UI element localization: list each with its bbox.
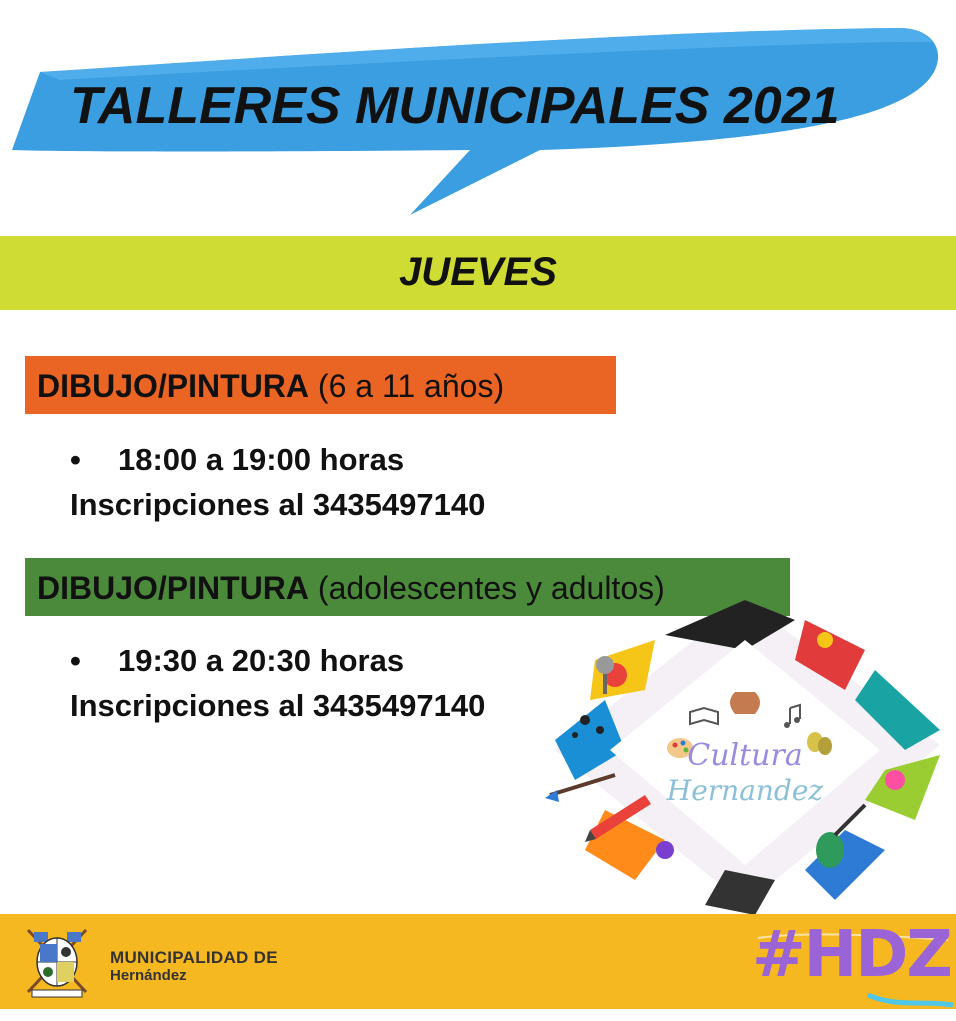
section-title-bold: DIBUJO/PINTURA [37, 368, 310, 404]
bullet: • [70, 643, 81, 678]
municipal-crest-icon [20, 922, 95, 1002]
municipality-name: MUNICIPALIDAD DE [110, 948, 278, 967]
hashtag-hdz: #HDZ [752, 918, 951, 992]
logo-line1: Cultura [687, 738, 803, 773]
time-text: 18:00 a 19:00 horas [118, 442, 405, 477]
section-title-age: (adolescentes y adultos) [309, 570, 665, 606]
page-title: TALLERES MUNICIPALES 2021 [70, 77, 840, 135]
registration-info: Inscripciones al 3435497140 [70, 688, 486, 723]
logo-line2: Hernandez [666, 774, 824, 807]
schedule-time [70, 440, 404, 480]
bullet: • [70, 442, 81, 477]
day-label: JUEVES [399, 250, 557, 294]
time-text: 19:30 a 20:30 horas [118, 643, 405, 678]
registration-info: Inscripciones al 3435497140 [70, 487, 486, 522]
municipality-town: Hernández [110, 967, 187, 984]
section-title [37, 368, 504, 405]
pot-icon [730, 692, 760, 714]
cultura-hernandez-logo [545, 580, 950, 915]
schedule-time [70, 641, 404, 681]
section-title-age: (6 a 11 años) [309, 368, 505, 404]
section-title-bold: DIBUJO/PINTURA [37, 570, 310, 606]
